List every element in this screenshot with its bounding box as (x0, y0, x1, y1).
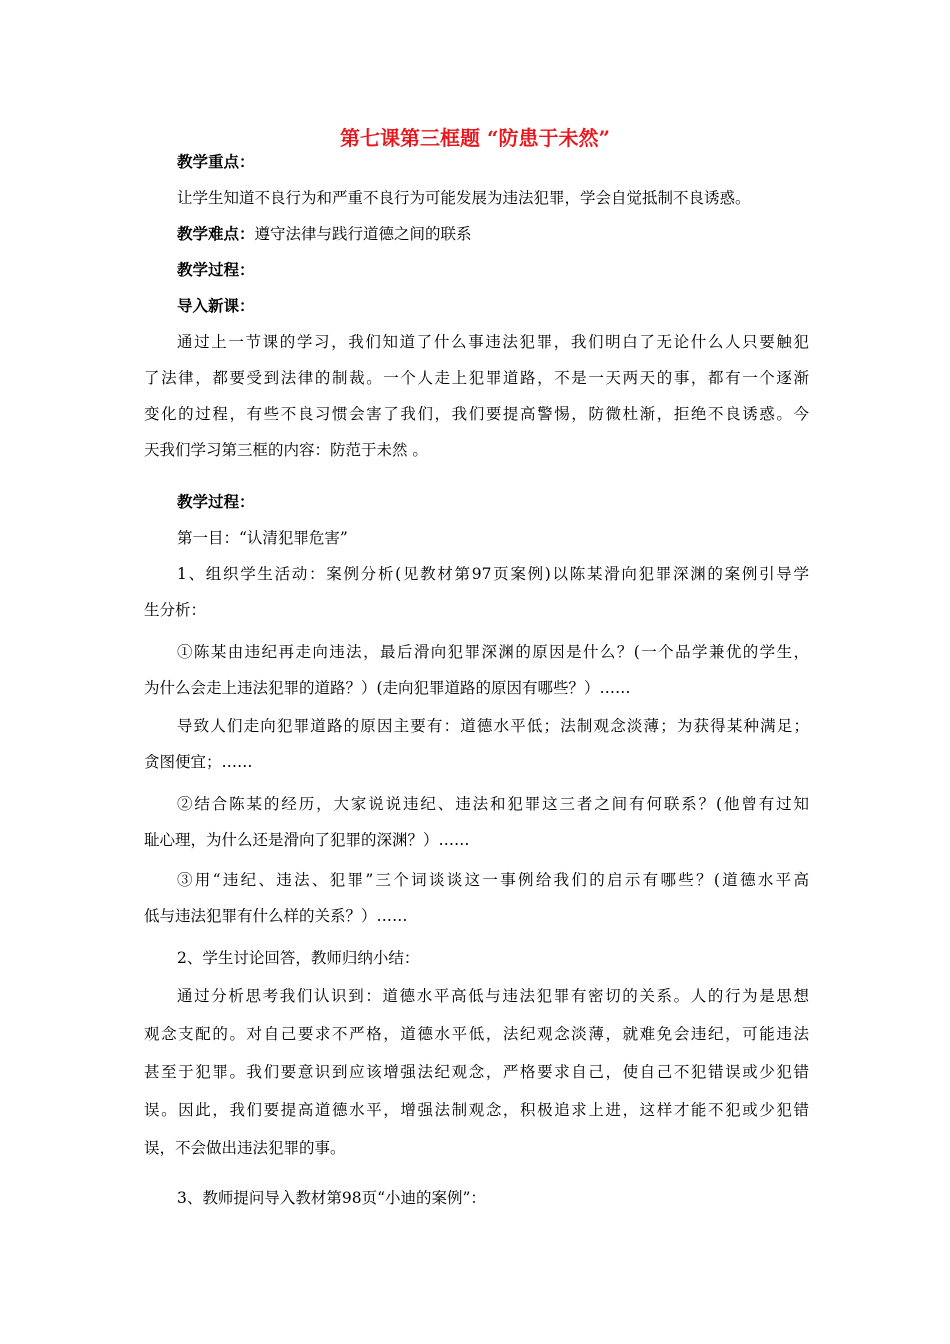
summary-line: 观念支配的。对自己要求不严格，道德水平低，法纪观念淡薄，就难免会违纪，可能违法 (144, 1025, 809, 1043)
process-heading-2: 教学过程： (177, 492, 255, 511)
intro-line: 天我们学习第三框的内容：防范于未然 。 (144, 441, 428, 459)
item1-line: 1、组织学生活动：案例分析(见教材第97页案例)以陈某滑向犯罪深渊的案例引导学 (177, 565, 809, 583)
process-heading: 教学过程： (177, 260, 255, 279)
intro-line: 通过上一节课的学习，我们知道了什么事违法犯罪，我们明白了无论什么人只要触犯 (177, 333, 809, 351)
summary-line: 误，不会做出违法犯罪的事。 (144, 1139, 346, 1157)
item1-line: 生分析： (144, 601, 207, 619)
question2-line: ②结合陈某的经历，大家说说违纪、违法和犯罪这三者之间有何联系？(他曾有过知 (177, 795, 809, 813)
cause-line: 贪图便宜；…… (144, 753, 253, 771)
focus-text: 让学生知道不良行为和严重不良行为可能发展为违法犯罪，学会自觉抵制不良诱惑。 (177, 189, 751, 207)
difficulty-row (177, 222, 472, 246)
summary-line: 误。因此，我们要提高道德水平，增强法制观念，积极追求上进，这样才能不犯或少犯错 (144, 1101, 809, 1119)
intro-heading: 导入新课： (177, 296, 255, 315)
cause-line: 导致人们走向犯罪道路的原因主要有：道德水平低；法制观念淡薄；为获得某种满足； (177, 717, 809, 735)
question1-line: ①陈某由违纪再走向违法，最后滑向犯罪深渊的原因是什么？(一个品学兼优的学生， (177, 643, 809, 661)
difficulty-text: 遵守法律与践行道德之间的联系 (254, 225, 472, 243)
intro-line: 变化的过程，有些不良习惯会害了我们，我们要提高警惕，防微杜渐，拒绝不良诱惑。今 (144, 405, 809, 423)
item2: 2、学生讨论回答，教师归纳小结： (177, 949, 420, 967)
question3-line: ③用“违纪、违法、犯罪”三个词谈谈这一事例给我们的启示有哪些？(道德水平高 (177, 871, 809, 889)
section1-title: 第一目：“认清犯罪危害” (177, 529, 348, 547)
difficulty-heading: 教学难点： (177, 224, 255, 243)
question3-line: 低与违法犯罪有什么样的关系？）…… (144, 907, 408, 925)
summary-line: 通过分析思考我们认识到：道德水平高低与违法犯罪有密切的关系。人的行为是思想 (177, 987, 809, 1005)
item3: 3、教师提问导入教材第98页“小迪的案例”： (177, 1189, 486, 1207)
summary-line: 甚至于犯罪。我们要意识到应该增强法纪观念，严格要求自己，使自己不犯错误或少犯错 (144, 1063, 809, 1081)
question1-line: 为什么会走上违法犯罪的道路？）(走向犯罪道路的原因有哪些？）…… (144, 679, 631, 697)
question2-line: 耻心理，为什么还是滑向了犯罪的深渊？）…… (144, 831, 470, 849)
intro-line: 了法律，都要受到法律的制裁。一个人走上犯罪道路，不是一天两天的事，都有一个逐渐 (144, 369, 809, 387)
page-title: 第七课第三框题 “防患于未然” (340, 126, 610, 150)
focus-heading: 教学重点： (177, 152, 255, 171)
